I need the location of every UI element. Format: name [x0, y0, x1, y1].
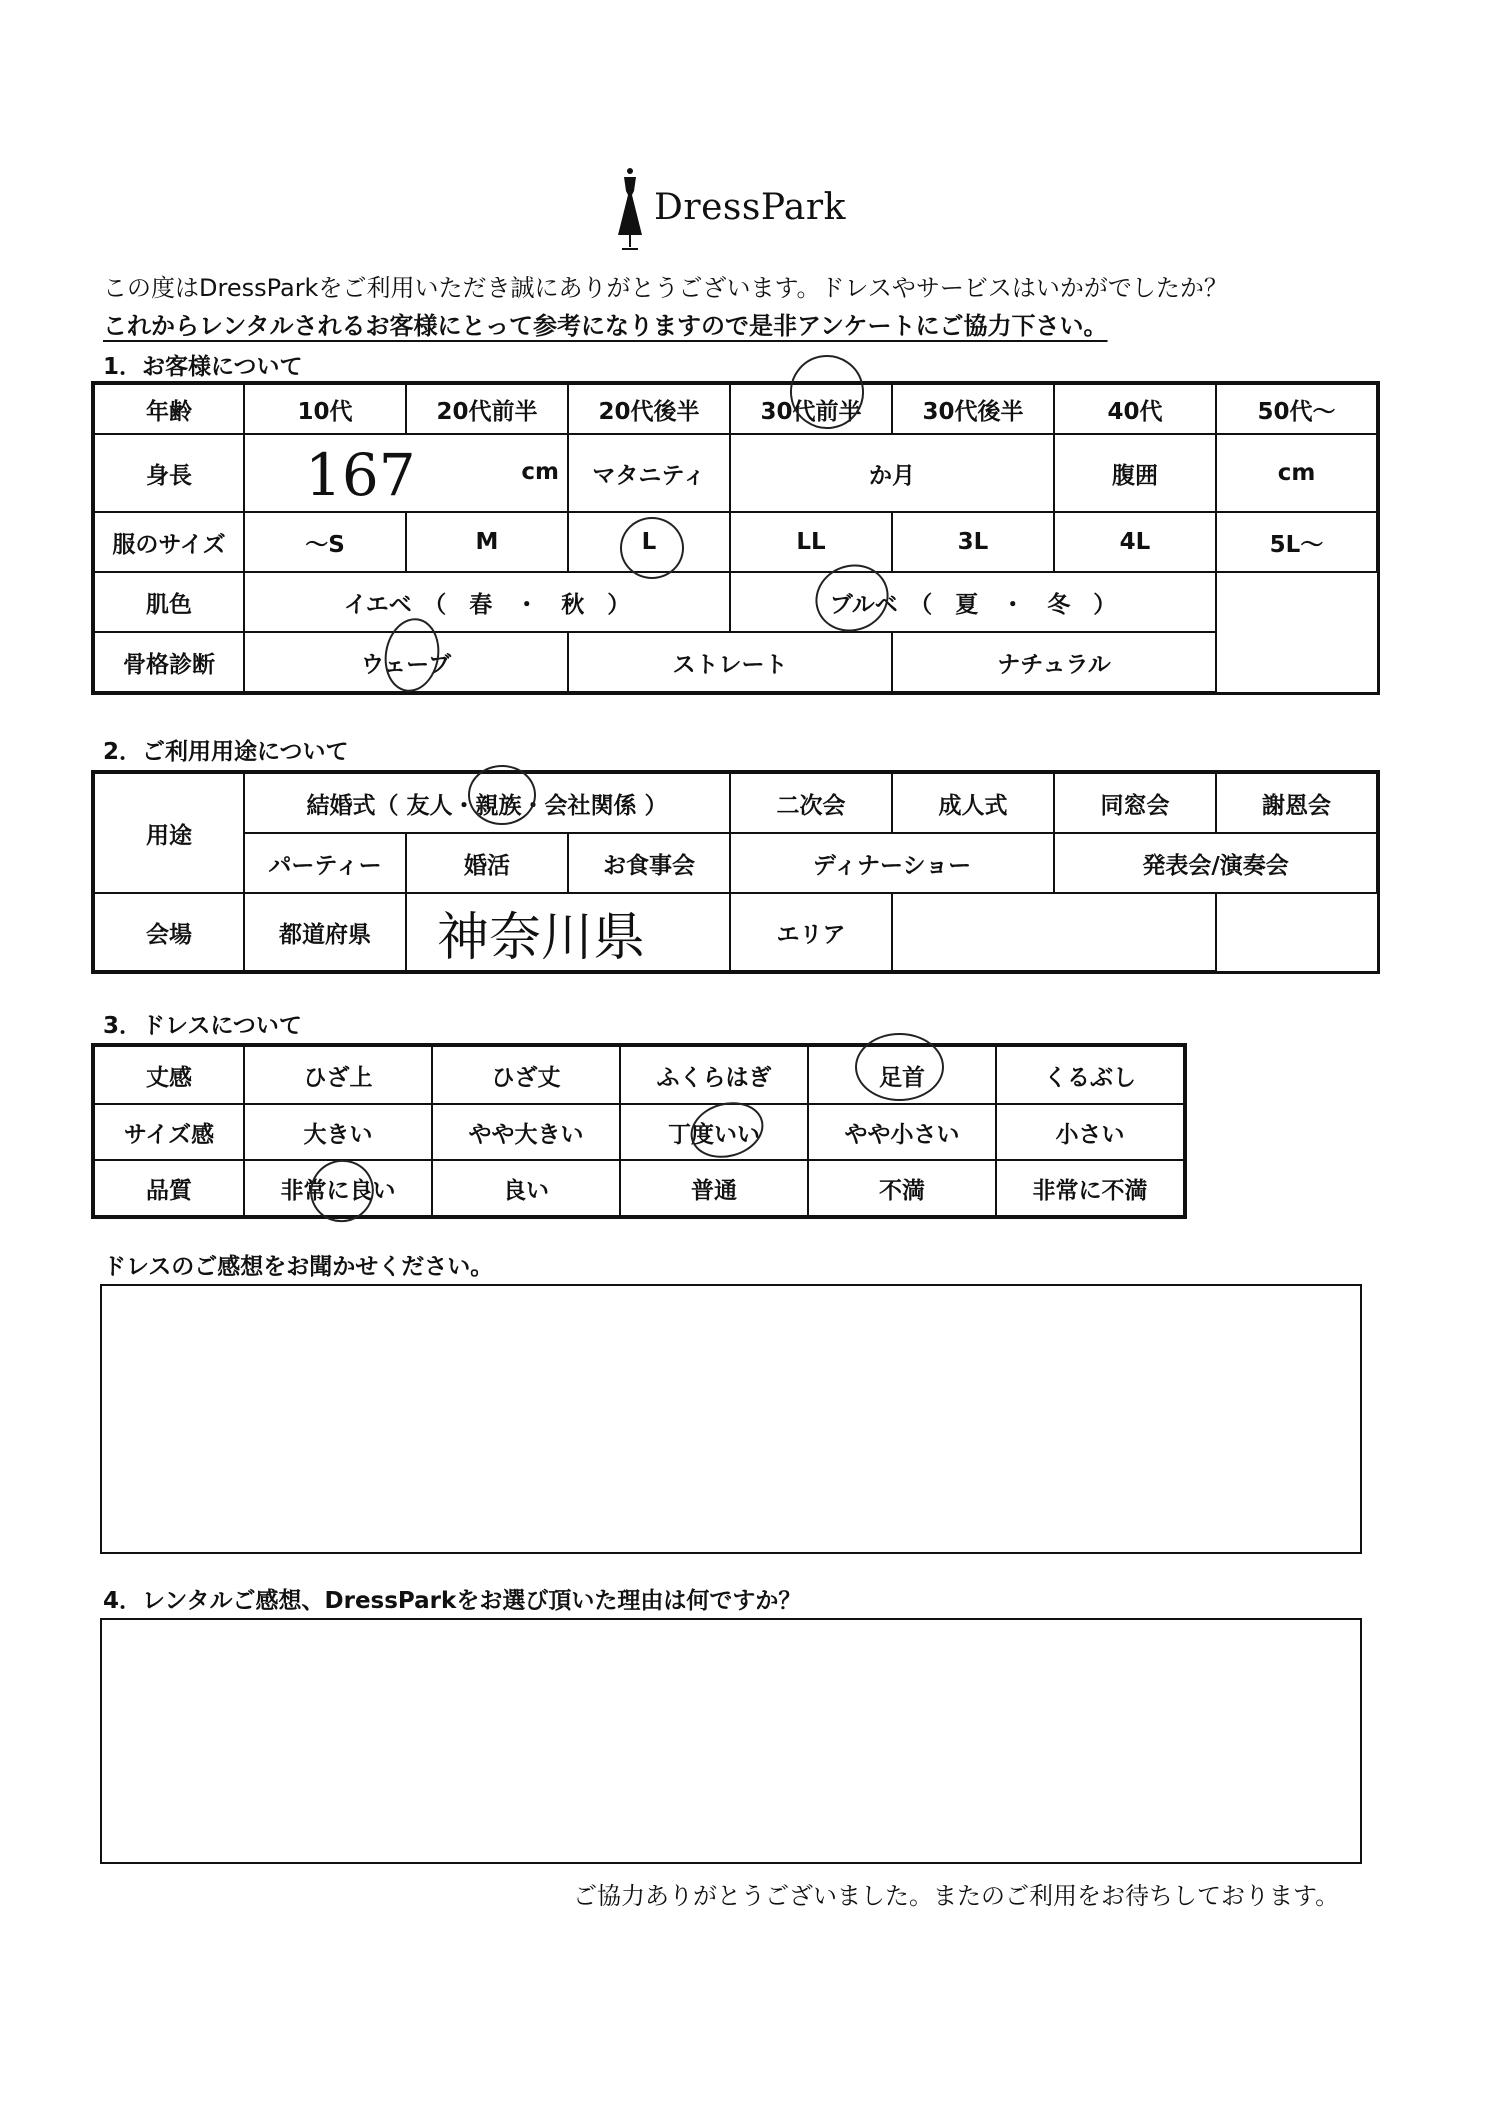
frame-option[interactable]: ナチュラル: [892, 632, 1216, 692]
dresspark-logo: [612, 165, 912, 260]
section-1-title: 1．お客様について: [103, 354, 303, 380]
quality-option[interactable]: 不満: [808, 1160, 996, 1216]
waist-unit[interactable]: cm: [1216, 434, 1377, 512]
frame-row: [94, 632, 1377, 692]
dress-silhouette-icon: [612, 165, 648, 255]
dress-comment-box[interactable]: [100, 1284, 1362, 1554]
skin-option-cool[interactable]: ブルベ （ 夏 ・ 冬 ）: [730, 572, 1216, 632]
area-field[interactable]: [892, 893, 1216, 971]
frame-option[interactable]: ストレート: [568, 632, 892, 692]
size-option[interactable]: 5L～: [1216, 512, 1377, 572]
fit-option-selected[interactable]: 丁度いい: [620, 1104, 808, 1160]
size-option[interactable]: 3L: [892, 512, 1054, 572]
prefecture-field[interactable]: [406, 893, 730, 971]
size-row: [94, 512, 1377, 572]
purpose-option[interactable]: 発表会/演奏会: [1054, 833, 1377, 893]
purpose-wedding[interactable]: 結婚式（ 友人・親族・会社関係 ）: [244, 773, 730, 833]
length-row: [94, 1046, 1184, 1104]
age-option[interactable]: 30代後半: [892, 384, 1054, 434]
brand-name: DressPark: [654, 187, 846, 228]
size-label: 服のサイズ: [94, 512, 244, 572]
fit-row: [94, 1104, 1184, 1160]
size-option[interactable]: 4L: [1054, 512, 1216, 572]
size-option[interactable]: M: [406, 512, 568, 572]
size-option-selected[interactable]: L: [568, 512, 730, 572]
venue-label: 会場: [94, 893, 244, 971]
section-3-title: 3．ドレスについて: [103, 1013, 302, 1039]
prefecture-label: 都道府県: [244, 893, 406, 971]
skin-option-warm[interactable]: イエベ （ 春 ・ 秋 ）: [244, 572, 730, 632]
age-option[interactable]: 20代前半: [406, 384, 568, 434]
empty-cell: [1216, 572, 1377, 632]
quality-option[interactable]: 非常に不満: [996, 1160, 1184, 1216]
waist-label: 腹囲: [1054, 434, 1216, 512]
purpose-option[interactable]: ディナーショー: [730, 833, 1054, 893]
quality-option-selected[interactable]: 非常に良い: [244, 1160, 432, 1216]
length-option[interactable]: ひざ丈: [432, 1046, 620, 1104]
fit-option[interactable]: やや小さい: [808, 1104, 996, 1160]
height-row: [94, 434, 1377, 512]
purpose-option[interactable]: 婚活: [406, 833, 568, 893]
age-option[interactable]: 20代後半: [568, 384, 730, 434]
length-option[interactable]: ひざ上: [244, 1046, 432, 1104]
intro-line-1: この度はDressParkをご利用いただき誠にありがとうございます。ドレスやサービスはいかがでしたか？: [103, 274, 1228, 302]
length-option[interactable]: ふくらはぎ: [620, 1046, 808, 1104]
area-label: エリア: [730, 893, 892, 971]
height-unit: cm: [521, 459, 559, 485]
fit-option[interactable]: やや大きい: [432, 1104, 620, 1160]
length-option-selected[interactable]: 足首: [808, 1046, 996, 1104]
fit-option[interactable]: 小さい: [996, 1104, 1184, 1160]
age-option[interactable]: 10代: [244, 384, 406, 434]
purpose-option[interactable]: 謝恩会: [1216, 773, 1377, 833]
purpose-option[interactable]: パーティー: [244, 833, 406, 893]
maternity-label: マタニティ: [568, 434, 730, 512]
purpose-option[interactable]: 同窓会: [1054, 773, 1216, 833]
frame-label: 骨格診断: [94, 632, 244, 692]
venue-row: [94, 893, 1377, 971]
quality-option[interactable]: 普通: [620, 1160, 808, 1216]
size-option[interactable]: LL: [730, 512, 892, 572]
height-field[interactable]: [244, 434, 568, 512]
intro-line-2: これからレンタルされるお客様にとって参考になりますので是非アンケートにご協力下さい。: [103, 312, 1108, 340]
quality-label: 品質: [94, 1160, 244, 1216]
purpose-row-1: [94, 773, 1377, 833]
rental-comment-box[interactable]: [100, 1618, 1362, 1864]
age-label: 年齢: [94, 384, 244, 434]
height-value: 167: [305, 441, 416, 509]
dress-table: [93, 1045, 1185, 1217]
skin-label: 肌色: [94, 572, 244, 632]
maternity-months-unit[interactable]: か月: [730, 434, 1054, 512]
purpose-option[interactable]: 成人式: [892, 773, 1054, 833]
fit-option[interactable]: 大きい: [244, 1104, 432, 1160]
section-2-title: 2．ご利用用途について: [103, 739, 349, 765]
length-option[interactable]: くるぶし: [996, 1046, 1184, 1104]
purpose-option[interactable]: 二次会: [730, 773, 892, 833]
purpose-option[interactable]: お食事会: [568, 833, 730, 893]
skin-row: [94, 572, 1377, 632]
age-option[interactable]: 50代～: [1216, 384, 1377, 434]
frame-option-selected[interactable]: ウェーブ: [244, 632, 568, 692]
empty-cell: [1216, 893, 1377, 971]
length-label: 丈感: [94, 1046, 244, 1104]
empty-cell: [1216, 632, 1377, 692]
usage-table: [93, 772, 1378, 972]
dress-comment-prompt: ドレスのご感想をお聞かせください。: [103, 1254, 494, 1280]
prefecture-value: 神奈川県: [437, 907, 646, 968]
quality-option[interactable]: 良い: [432, 1160, 620, 1216]
fit-label: サイズ感: [94, 1104, 244, 1160]
height-label: 身長: [94, 434, 244, 512]
closing-message: ご協力ありがとうございました。またのご利用をお待ちしております。: [573, 1882, 1340, 1910]
customer-info-table: [93, 383, 1378, 693]
size-option[interactable]: ～S: [244, 512, 406, 572]
age-row: [94, 384, 1377, 434]
age-option-selected[interactable]: 30代前半: [730, 384, 892, 434]
quality-row: [94, 1160, 1184, 1216]
section-4-title: 4．レンタルご感想、DressParkをお選び頂いた理由は何ですか？: [103, 1588, 802, 1614]
purpose-label: 用途: [94, 773, 244, 893]
age-option[interactable]: 40代: [1054, 384, 1216, 434]
purpose-row-2: [94, 833, 1377, 893]
